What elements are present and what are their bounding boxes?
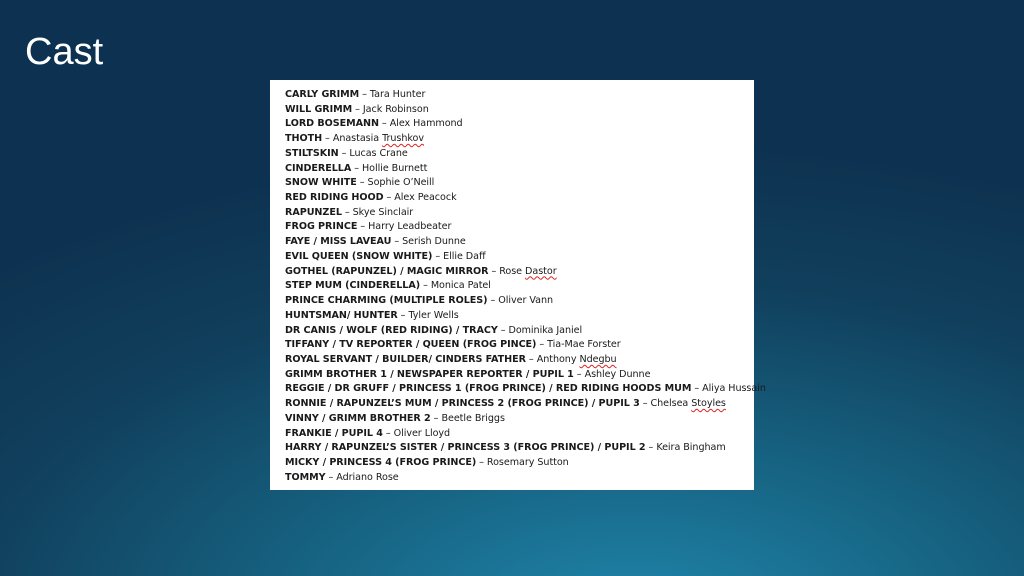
cast-role: CARLY GRIMM <box>285 89 360 100</box>
cast-role: HARRY / RAPUNZEL’S SISTER / PRINCESS 3 (FROG PRINCE) / PUPIL 2 <box>285 442 646 454</box>
cast-role: FROG PRINCE <box>285 221 358 233</box>
actor-name-part: Rose <box>499 265 526 277</box>
cast-role: ROYAL SERVANT / BUILDER/ CINDERS FATHER <box>285 353 526 365</box>
cast-actor <box>353 207 414 218</box>
actor-name-part: Alex Peacock <box>394 192 457 204</box>
cast-actor <box>333 133 424 144</box>
cast-role: SNOW WHITE <box>285 177 357 189</box>
cast-role: WILL GRIMM <box>285 103 353 115</box>
actor-name-part: Dominika Janiel <box>508 324 583 336</box>
cast-actor <box>431 280 491 291</box>
cast-row <box>285 338 746 353</box>
cast-actor <box>441 413 505 424</box>
cast-separator: – <box>645 442 657 454</box>
slide-title: Cast <box>25 31 104 73</box>
cast-separator: – <box>397 309 409 321</box>
cast-separator: – <box>497 324 509 336</box>
cast-separator: – <box>357 221 369 233</box>
actor-name-part: Tara Hunter <box>369 89 426 100</box>
cast-separator: – <box>383 192 395 204</box>
cast-row <box>285 279 746 294</box>
cast-role: REGGIE / DR GRUFF / PRINCESS 1 (FROG PRINCE) / RED RIDING HOODS MUM <box>285 383 692 395</box>
cast-row <box>285 368 746 383</box>
cast-separator: – <box>378 118 390 130</box>
actor-name-part: Beetle Briggs <box>441 412 505 424</box>
cast-row <box>285 191 746 206</box>
cast-row <box>285 103 746 118</box>
cast-role: VINNY / GRIMM BROTHER 2 <box>285 412 431 424</box>
cast-row <box>285 132 746 147</box>
actor-name-part: Monica Patel <box>430 280 491 292</box>
actor-name-part: Rosemary Sutton <box>486 456 569 468</box>
cast-row <box>285 220 746 235</box>
actor-name-spellcheck-flagged: Ndegbu <box>579 353 617 365</box>
actor-name-part: Anastasia <box>332 133 383 145</box>
actor-name-part: Serish Dunne <box>402 236 466 248</box>
cast-actor <box>547 339 621 350</box>
cast-actor <box>363 104 429 115</box>
cast-separator: – <box>639 398 651 410</box>
cast-list <box>285 88 766 485</box>
cast-row <box>285 324 746 339</box>
cast-actor <box>349 148 407 159</box>
actor-name-part: Sophie O’Neill <box>367 177 435 189</box>
actor-name-part: Lucas Crane <box>349 147 408 159</box>
cast-separator: – <box>536 339 548 351</box>
cast-row <box>285 309 746 324</box>
cast-actor <box>368 177 435 188</box>
cast-actor <box>702 383 766 394</box>
cast-role: RONNIE / RAPUNZEL’S MUM / PRINCESS 2 (FROG PRINCE) / PUPIL 3 <box>285 398 640 410</box>
cast-separator: – <box>352 103 363 115</box>
cast-row <box>285 235 746 250</box>
cast-separator: – <box>322 133 333 145</box>
cast-actor <box>443 251 486 262</box>
cast-row <box>285 88 746 103</box>
cast-row <box>285 176 746 191</box>
cast-role: CINDERELLA <box>285 162 352 174</box>
cast-role: TIFFANY / TV REPORTER / QUEEN (FROG PINCE) <box>285 339 537 351</box>
actor-name-part: Chelsea <box>650 398 692 410</box>
cast-separator: – <box>382 427 394 439</box>
actor-name-part: Skye Sinclair <box>352 206 414 218</box>
cast-role: HUNTSMAN/ HUNTER <box>285 309 398 321</box>
cast-separator: – <box>341 206 353 218</box>
actor-name-part: Tyler Wells <box>408 309 459 321</box>
cast-role: LORD BOSEMANN <box>285 118 379 130</box>
cast-separator: – <box>338 147 350 159</box>
cast-actor <box>537 354 617 365</box>
cast-role: PRINCE CHARMING (MULTIPLE ROLES) <box>285 295 488 307</box>
actor-name-part: Adriano Rose <box>336 471 399 483</box>
cast-row <box>285 397 746 412</box>
cast-role: TOMMY <box>285 471 326 483</box>
cast-list-image <box>270 80 766 490</box>
cast-role: STILTSKIN <box>285 147 339 159</box>
actor-name-part: Oliver Lloyd <box>393 427 451 439</box>
cast-row <box>285 427 746 442</box>
cast-separator: – <box>356 177 368 189</box>
cast-actor <box>585 369 651 380</box>
cast-row <box>285 294 746 309</box>
actor-name-part: Anthony <box>536 353 580 365</box>
actor-name-part: Tia-Mae Forster <box>547 339 621 351</box>
actor-name-part: Aliya Hussain <box>702 383 766 395</box>
cast-actor <box>402 236 466 247</box>
cast-actor <box>498 295 553 306</box>
cast-actor <box>499 266 556 277</box>
cast-separator: – <box>525 353 537 365</box>
cast-role: THOTH <box>285 133 323 145</box>
cast-actor <box>408 310 458 321</box>
cast-role: GRIMM BROTHER 1 / NEWSPAPER REPORTER / PUPIL 1 <box>285 368 574 380</box>
cast-separator: – <box>476 456 487 468</box>
cast-role: EVIL QUEEN (SNOW WHITE) <box>285 250 433 262</box>
cast-role: MICKY / PRINCESS 4 (FROG PRINCE) <box>285 456 477 468</box>
actor-name-part: Jack Robinson <box>362 103 429 115</box>
actor-name-part: Oliver Vann <box>498 295 554 307</box>
cast-role: FRANKIE / PUPIL 4 <box>285 427 383 439</box>
cast-separator: – <box>325 471 337 483</box>
cast-actor <box>656 442 725 453</box>
actor-name-spellcheck-flagged: Dastor <box>525 265 557 277</box>
cast-row <box>285 265 746 280</box>
cast-actor <box>368 221 451 232</box>
cast-row <box>285 456 746 471</box>
cast-separator: – <box>420 280 431 292</box>
cast-actor <box>394 428 451 439</box>
cast-row <box>285 162 746 177</box>
cast-row <box>285 412 746 427</box>
cast-row <box>285 117 746 132</box>
cast-role: STEP MUM (CINDERELLA) <box>285 280 421 292</box>
actor-name-part: Hollie Burnett <box>362 162 428 174</box>
cast-separator: – <box>359 89 370 100</box>
cast-row <box>285 147 746 162</box>
cast-separator: – <box>391 236 403 248</box>
cast-role: RAPUNZEL <box>285 206 342 218</box>
cast-actor <box>650 398 725 409</box>
actor-name-part: Alex Hammond <box>389 118 463 130</box>
cast-actor <box>394 192 456 203</box>
cast-row <box>285 250 746 265</box>
cast-row <box>285 206 746 221</box>
cast-row <box>285 382 766 397</box>
cast-role: FAYE / MISS LAVEAU <box>285 236 392 248</box>
cast-actor <box>362 163 427 174</box>
cast-separator: – <box>432 250 444 262</box>
cast-role: DR CANIS / WOLF (RED RIDING) / TRACY <box>285 324 498 336</box>
actor-name-part: Ashley Dunne <box>584 368 651 380</box>
cast-row <box>285 471 746 486</box>
actor-name-part: Keira Bingham <box>656 442 726 454</box>
cast-separator: – <box>573 368 585 380</box>
cast-actor <box>370 89 425 100</box>
actor-name-spellcheck-flagged: Trushkov <box>382 133 424 145</box>
cast-row <box>285 353 746 368</box>
cast-separator: – <box>488 265 500 277</box>
cast-row <box>285 441 746 456</box>
cast-actor <box>390 118 463 129</box>
cast-role: RED RIDING HOOD <box>285 192 384 204</box>
cast-actor <box>336 472 398 483</box>
cast-separator: – <box>351 162 362 174</box>
actor-name-part: Ellie Daff <box>443 250 486 262</box>
actor-name-part: Harry Leadbeater <box>368 221 452 233</box>
cast-actor <box>508 325 582 336</box>
cast-separator: – <box>430 412 442 424</box>
cast-separator: – <box>487 295 499 307</box>
actor-name-spellcheck-flagged: Stoyles <box>691 398 726 410</box>
cast-separator: – <box>691 383 703 395</box>
cast-role: GOTHEL (RAPUNZEL) / MAGIC MIRROR <box>285 265 489 277</box>
cast-actor <box>487 457 569 468</box>
